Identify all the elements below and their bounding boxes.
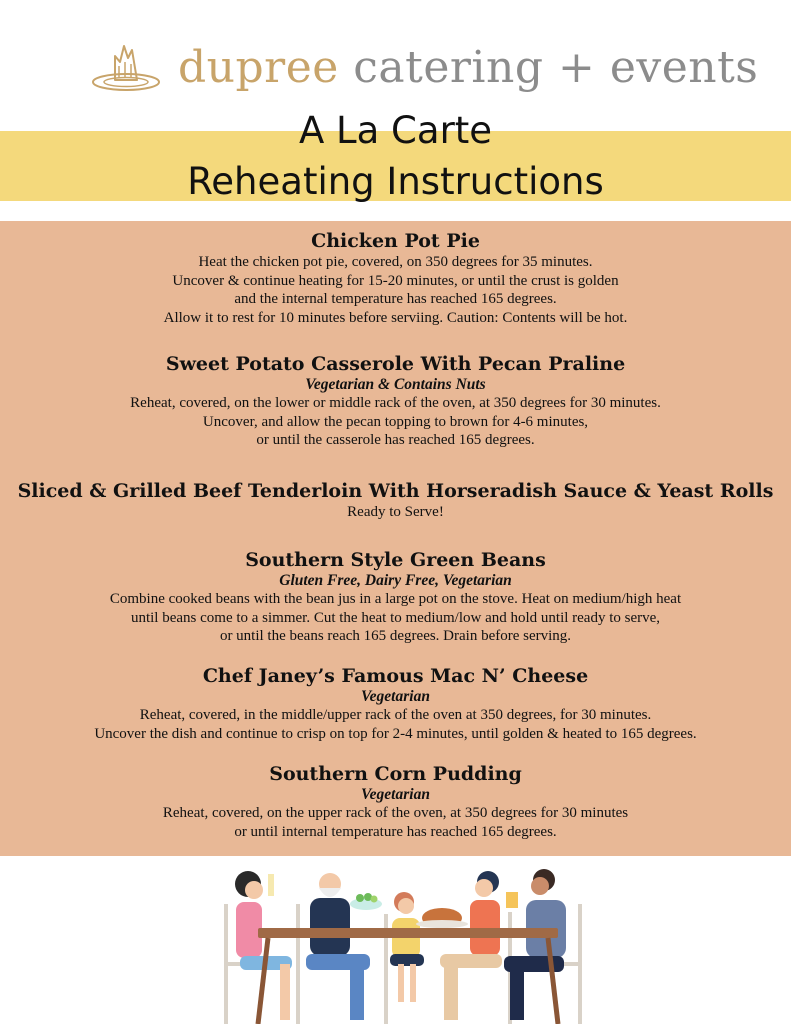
body-line: Allow it to rest for 10 minutes before serviing. Caution: Contents will be hot. (163, 309, 628, 326)
body-line: or until the beans reach 165 degrees. Drain before serving. (219, 628, 572, 644)
section-dietary-note: Vegetarian (361, 688, 430, 705)
section-chicken-pot-pie (0, 229, 791, 327)
page-title-line-2: Reheating Instructions (187, 160, 604, 203)
body-line: Reheat, covered, on the lower or middle rack of the oven, at 350 degrees for 30 minutes. (130, 395, 661, 411)
section-body (0, 253, 791, 327)
section-dietary-note: Vegetarian & Contains Nuts (305, 376, 486, 393)
section-title: Chef Janey’s Famous Mac N’ Cheese (202, 665, 589, 687)
section-sweet-potato-casserole (0, 352, 791, 450)
section-corn-pudding (0, 762, 791, 841)
body-line: Heat the chicken pot pie, covered, on 350 degrees for 35 minutes. (198, 254, 593, 270)
section-beef-tenderloin (0, 479, 791, 522)
body-line: until beans come to a simmer. Cut the heat to medium/low and hold until ready to serve, (130, 609, 661, 626)
section-dietary-note: Vegetarian (361, 786, 430, 803)
brand-suffix: catering + events (353, 42, 759, 93)
section-green-beans (0, 548, 791, 646)
candle-plate-logo-icon (90, 40, 162, 96)
section-body (0, 394, 791, 450)
page-title (0, 106, 791, 208)
body-line: or until internal temperature has reached 165 degrees. (234, 823, 557, 840)
body-line: Reheat, covered, in the middle/upper rack of the oven at 350 degrees, for 30 minutes. (139, 707, 652, 723)
section-mac-n-cheese (0, 664, 791, 743)
brand-wordmark (178, 36, 758, 100)
body-line: Reheat, covered, on the upper rack of the oven, at 350 degrees for 30 minutes (162, 805, 629, 821)
section-title: Sweet Potato Casserole With Pecan Praline (165, 353, 626, 375)
body-line: Combine cooked beans with the bean jus in a large pot on the stove. Heat on medium/high heat (109, 591, 682, 607)
section-title: Southern Style Green Beans (245, 549, 546, 571)
page-title-line-1: A La Carte (298, 109, 493, 152)
brand-name: dupree (178, 42, 339, 93)
section-title: Southern Corn Pudding (269, 763, 522, 785)
section-body (0, 503, 791, 522)
body-line: or until the casserole has reached 165 degrees. (256, 432, 535, 448)
section-body (0, 706, 791, 743)
section-body (0, 590, 791, 646)
section-body (0, 804, 791, 841)
section-title: Sliced & Grilled Beef Tenderloin With Horseradish Sauce & Yeast Rolls (17, 480, 774, 502)
body-line: and the internal temperature has reached 165 degrees. (234, 291, 557, 307)
section-title: Chicken Pot Pie (311, 230, 480, 252)
instructions-panel (0, 221, 791, 856)
body-line: Uncover, and allow the pecan topping to brown for 4-6 minutes, (202, 413, 589, 430)
section-dietary-note: Gluten Free, Dairy Free, Vegetarian (279, 572, 512, 589)
brand-logo (90, 36, 759, 106)
body-line: Uncover & continue heating for 15-20 minutes, or until the crust is golden (172, 272, 619, 289)
family-dinner-illustration (218, 864, 588, 1024)
body-line: Uncover the dish and continue to crisp on top for 2-4 minutes, until golden & heated to 165 degrees. (94, 725, 697, 742)
body-line: Ready to Serve! (347, 504, 444, 520)
